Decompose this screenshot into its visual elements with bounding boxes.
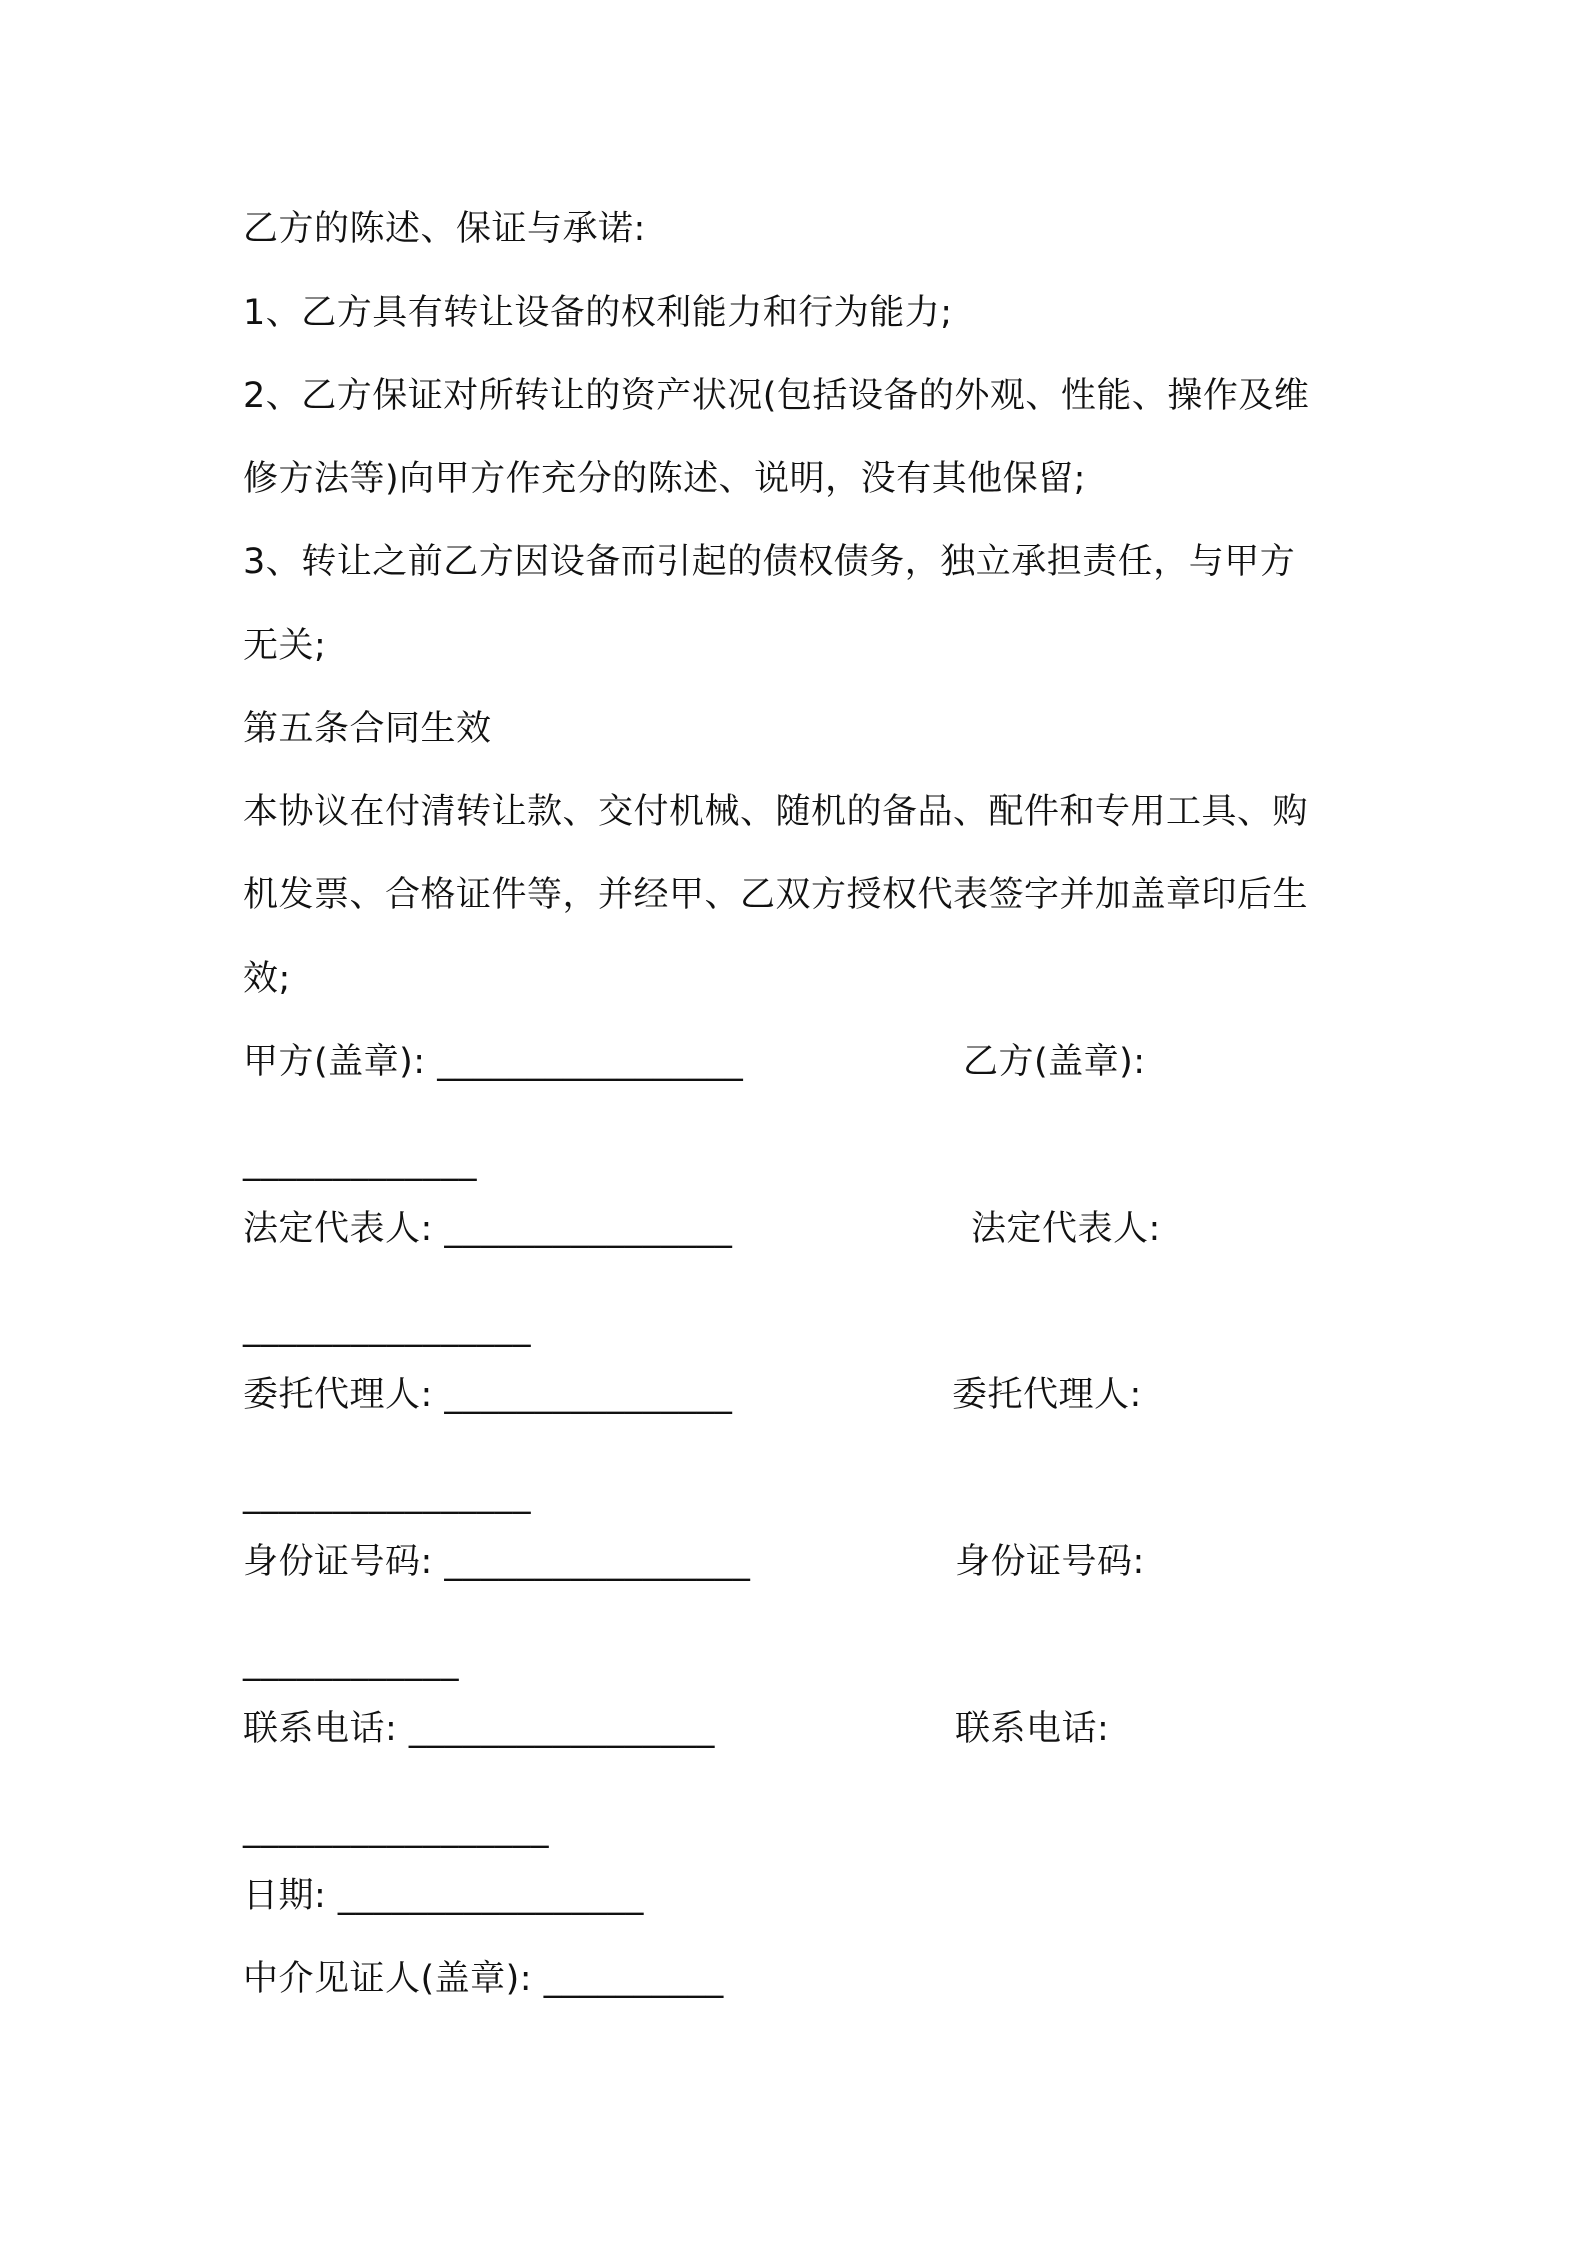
clause-2-line-2: 修方法等)向甲方作充分的陈述、说明，没有其他保留; [243, 459, 1086, 499]
effect-clause-line-3: 效; [243, 959, 291, 999]
phone-b-blank: _________________ [243, 1809, 549, 1849]
id-number-a-field: 身份证号码: _________________ [243, 1542, 751, 1582]
effect-clause-line-2: 机发票、合格证件等，并经甲、乙双方授权代表签字并加盖章印后生 [243, 875, 1309, 915]
agent-b-label: 委托代理人: [952, 1375, 1142, 1415]
effect-clause-line-1: 本协议在付清转让款、交付机械、随机的备品、配件和专用工具、购 [243, 792, 1309, 832]
article-5-heading: 第五条合同生效 [243, 709, 492, 749]
legal-rep-b-label: 法定代表人: [971, 1209, 1161, 1249]
date-field: 日期: _________________ [243, 1876, 644, 1916]
clause-3-line-2: 无关; [243, 626, 327, 666]
id-number-b-label: 身份证号码: [955, 1542, 1145, 1582]
legal-rep-b-blank: ________________ [243, 1308, 531, 1348]
clause-1: 1、乙方具有转让设备的权利能力和行为能力; [243, 293, 953, 333]
section-heading-party-b-statements: 乙方的陈述、保证与承诺: [243, 209, 646, 249]
party-a-seal-field: 甲方(盖章): _________________ [243, 1042, 744, 1082]
phone-b-label: 联系电话: [955, 1709, 1110, 1749]
party-b-seal-label: 乙方(盖章): [963, 1042, 1146, 1082]
agent-b-blank: ________________ [243, 1475, 531, 1515]
id-number-b-blank: ____________ [243, 1642, 459, 1682]
agent-a-field: 委托代理人: ________________ [243, 1375, 733, 1415]
phone-a-field: 联系电话: _________________ [243, 1709, 715, 1749]
clause-3-line-1: 3、转让之前乙方因设备而引起的债权债务，独立承担责任，与甲方 [243, 542, 1296, 582]
witness-seal-field: 中介见证人(盖章): __________ [243, 1959, 724, 1999]
party-b-seal-blank: _____________ [243, 1142, 477, 1182]
clause-2-line-1: 2、乙方保证对所转让的资产状况(包括设备的外观、性能、操作及维 [243, 376, 1310, 416]
legal-rep-a-field: 法定代表人: ________________ [243, 1209, 733, 1249]
